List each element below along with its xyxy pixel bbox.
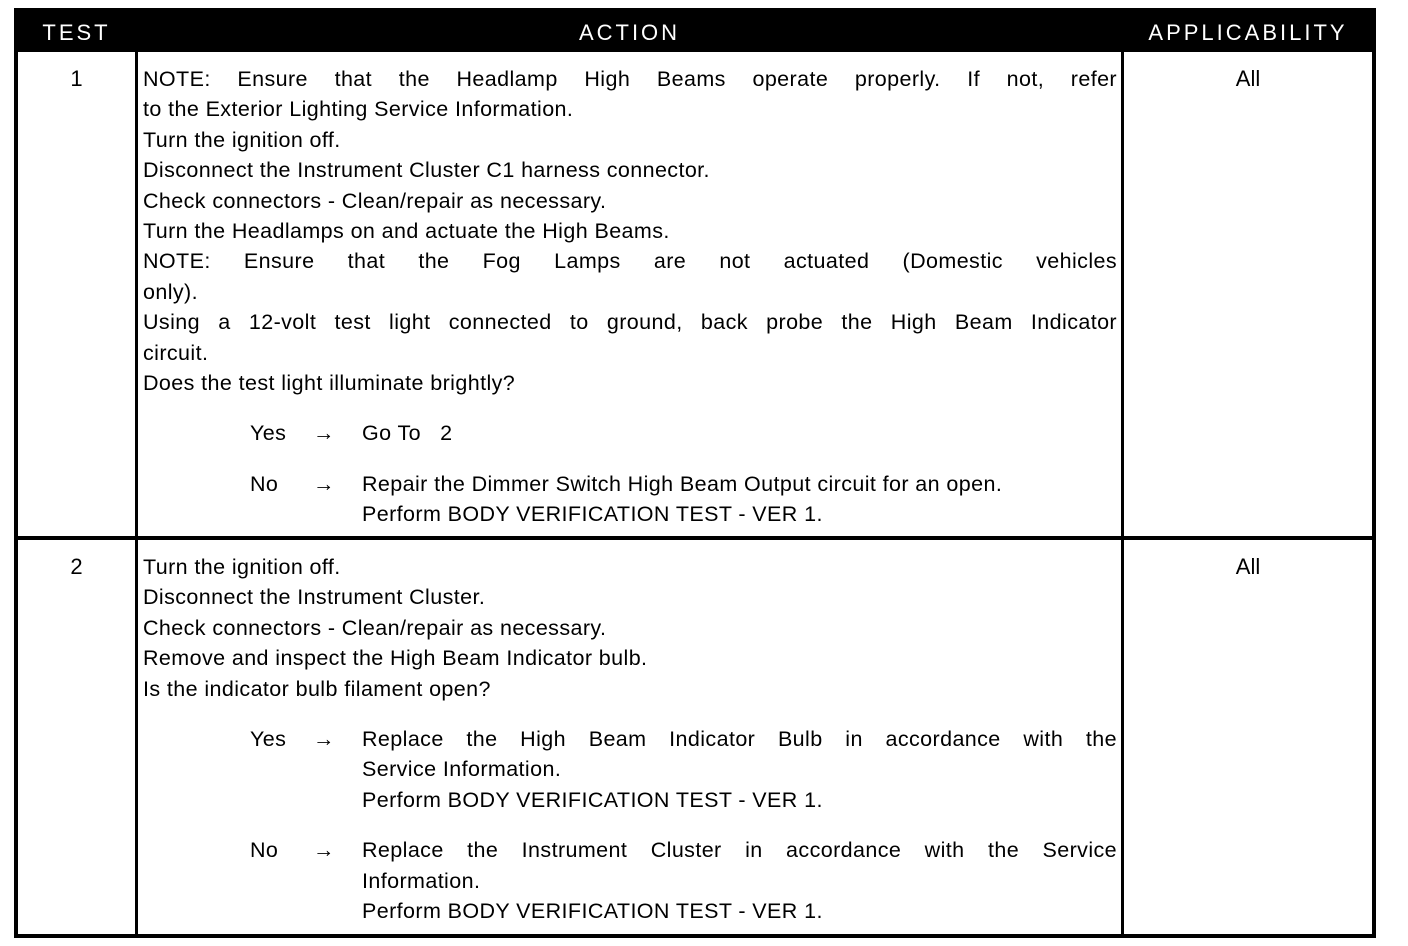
action-line: Disconnect the Instrument Cluster.	[143, 585, 486, 610]
arrow-right-icon: →	[313, 471, 335, 496]
header-action: ACTION	[578, 20, 681, 45]
result-yes	[143, 418, 1117, 448]
arrow-right-icon: →	[313, 727, 335, 752]
action-line: NOTE: Ensure that the Headlamp High Beams operate properly. If not, refer	[143, 67, 1117, 91]
result-no	[143, 835, 1117, 926]
applicability-value: All	[1235, 66, 1261, 91]
action-line: to the Exterior Lighting Service Information.	[143, 97, 574, 122]
arrow-right-icon: →	[313, 421, 335, 446]
result-text: Information.	[362, 868, 481, 893]
action-line: Disconnect the Instrument Cluster C1 harness connector.	[143, 158, 710, 183]
column-divider-action	[1121, 12, 1124, 934]
action-line: Check connectors - Clean/repair as necessary.	[143, 188, 607, 213]
action-line: NOTE: Ensure that the Fog Lamps are not actuated (Domestic vehicles	[143, 249, 1117, 274]
result-text: Replace the Instrument Cluster in accordance with the Service	[362, 838, 1117, 863]
action-line: only).	[143, 279, 198, 304]
header-applicability: APPLICABILITY	[1148, 20, 1348, 45]
action-line: Turn the ignition off.	[143, 127, 341, 152]
action-line: Turn the ignition off.	[143, 555, 341, 579]
table-header	[18, 12, 1372, 52]
result-no-label: No	[250, 471, 279, 496]
action-text	[143, 552, 1117, 926]
result-text: Repair the Dimmer Switch High Beam Output circuit for an open.	[362, 471, 1003, 496]
row-divider	[18, 536, 1372, 540]
result-text: Perform BODY VERIFICATION TEST - VER 1.	[362, 787, 823, 812]
action-text	[143, 64, 1117, 530]
diagnostic-test-table	[14, 8, 1376, 938]
test-number: 2	[70, 554, 83, 579]
action-line: circuit.	[143, 340, 209, 365]
result-no	[143, 469, 1117, 530]
result-text: Go To 2	[362, 421, 453, 446]
result-text: Replace the High Beam Indicator Bulb in accordance with the	[362, 727, 1117, 752]
result-no-label: No	[250, 838, 279, 863]
result-yes-label: Yes	[250, 727, 287, 752]
result-text: Perform BODY VERIFICATION TEST - VER 1.	[362, 899, 823, 924]
arrow-right-icon: →	[313, 838, 335, 863]
action-line: Is the indicator bulb filament open?	[143, 676, 491, 701]
action-line: Check connectors - Clean/repair as necessary.	[143, 615, 607, 640]
test-number: 1	[70, 66, 83, 91]
result-text: Perform BODY VERIFICATION TEST - VER 1.	[362, 502, 823, 527]
action-line: Remove and inspect the High Beam Indicator bulb.	[143, 646, 648, 671]
action-line: Using a 12-volt test light connected to ground, back probe the High Beam Indicator	[143, 310, 1117, 335]
header-test: TEST	[42, 20, 111, 45]
result-yes-label: Yes	[250, 421, 287, 446]
result-text: Service Information.	[362, 757, 562, 782]
action-line: Does the test light illuminate brightly?	[143, 371, 516, 396]
action-line: Turn the Headlamps on and actuate the High Beams.	[143, 219, 670, 244]
column-divider-test	[135, 12, 138, 934]
result-yes	[143, 724, 1117, 815]
applicability-value: All	[1235, 554, 1261, 579]
